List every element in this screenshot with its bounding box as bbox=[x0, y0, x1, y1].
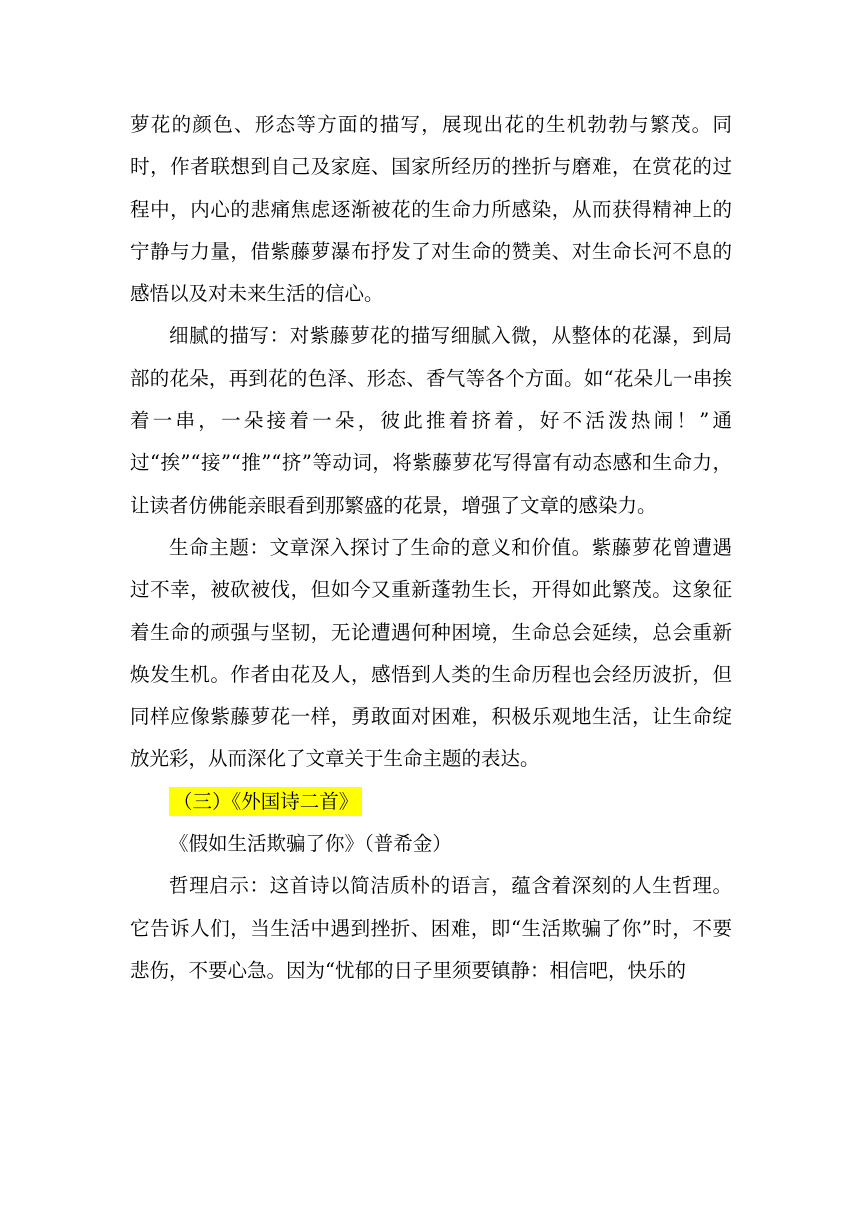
paragraph-philosophy: 哲理启示：这首诗以简洁质朴的语言，蕴含着深刻的人生哲理。它告诉人们，当生活中遇到挫折、困难，即“生活欺骗了你”时，不要悲伤，不要心急。因为“忧郁的日子里须要镇静：相信吧，快乐的 bbox=[130, 874, 732, 982]
paragraph-flower-description: 萝花的颜色、形态等方面的描写，展现出花的生机勃勃与繁茂。同时，作者联想到自己及家庭、国家所经历的挫折与磨难，在赏花的过程中，内心的悲痛焦虑逐渐被花的生命力所感染，从而获得精神上的宁静与力量，借紫藤萝瀑布抒发了对生命的赞美、对生命长河不息的感悟以及对未来生活的信心。 bbox=[130, 113, 732, 306]
section-heading: （三）《外国诗二首》 bbox=[169, 787, 362, 816]
document-page bbox=[130, 104, 732, 992]
paragraph-detailed-description: 细腻的描写：对紫藤萝花的描写细腻入微，从整体的花瀑，到局部的花朵，再到花的色泽、形态、香气等各个方面。如“花朵儿一串挨着一串，一朵接着一朵，彼此推着挤着，好不活泼热闹！”通过“挨”“接”“推”“挤”等动词，将紫藤萝花写得富有动态感和生命力，让读者仿佛能亲眼看到那繁盛的花景，增强了文章的感染力。 bbox=[130, 324, 732, 517]
paragraph-life-theme: 生命主题：文章深入探讨了生命的意义和价值。紫藤萝花曾遭遇过不幸，被砍被伐，但如今又重新蓬勃生长，开得如此繁茂。这象征着生命的顽强与坚韧，无论遭遇何种困境，生命总会延续，总会重新焕发生机。作者由花及人，感悟到人类的生命历程也会经历波折，但同样应像紫藤萝花一样，勇敢面对困难，积极乐观地生活，让生命绽放光彩，从而深化了文章关于生命主题的表达。 bbox=[130, 535, 732, 771]
section-heading-line bbox=[130, 781, 732, 823]
poem-title: 《假如生活欺骗了你》（普希金） bbox=[169, 832, 452, 856]
